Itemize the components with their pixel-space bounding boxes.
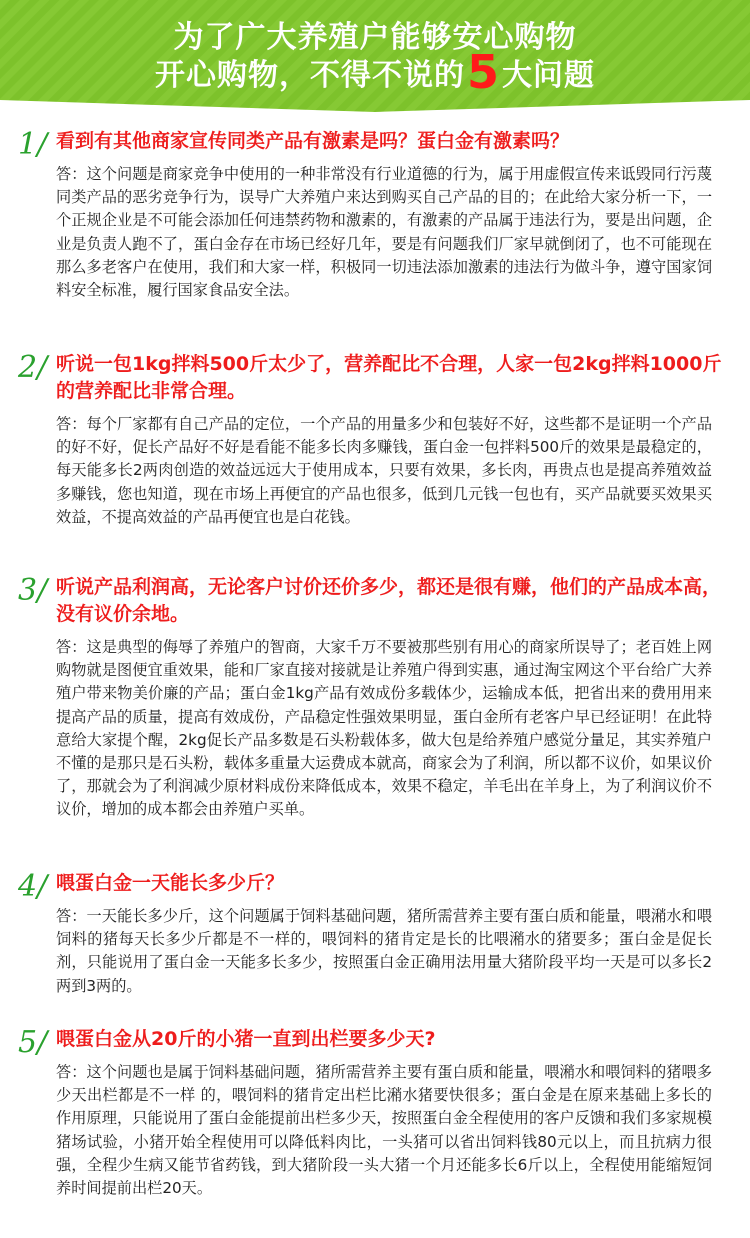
faq-question-row	[0, 351, 750, 405]
faq-question: 看到有其他商家宣传同类产品有激素是吗？蛋白金有激素吗？	[56, 130, 570, 152]
banner-title-line1: 为了广大养殖户能够安心购物	[173, 20, 577, 55]
faq-question-row	[0, 869, 750, 904]
faq-item-2	[0, 351, 750, 529]
banner-line2-suffix: 大问题	[502, 58, 595, 93]
faq-question: 听说一包1kg拌料500斤太少了，营养配比不合理，人家一包2kg拌料1000斤的营养配比非常合理。	[56, 353, 722, 402]
faq-item-1	[0, 128, 750, 302]
faq-number: 5/	[18, 1025, 48, 1060]
faq-question: 听说产品利润高，无论客户讨价还价多少，都还是很有赚，他们的产品成本高，没有议价余地。	[56, 576, 722, 625]
faq-number: 4/	[18, 869, 48, 904]
banner-big-number: 5	[466, 45, 500, 99]
faq-answer: 答：这个问题也是属于饲料基础问题，猪所需营养主要有蛋白质和能量，喂潲水和喂饲料的猪喂多少天出栏都是不一样 的，喂饲料的猪肯定出栏比潲水猪要快很多；蛋白金是在原来基础上多长的作用原理，只能说用了蛋白金能提前出栏多少天，按照蛋白金全程使用的客户反馈和我们多家规模猪场试验，小猪开始全程使用可以降低料肉比，一头猪可以省出饲料钱80元以上，而且抗病力很强，全程少生病又能节省药钱，到大猪阶段一头大猪一个月还能多长6斤以上，全程使用能缩短饲养时间提前出栏20天。	[56, 1063, 712, 1198]
header-banner	[0, 0, 750, 112]
faq-answer: 答：每个厂家都有自己产品的定位，一个产品的用量多少和包装好不好，这些都不是证明一个产品的好不好，促长产品好不好是看能不能多长肉多赚钱，蛋白金一包拌料500斤的效果是最稳定的，每天能多长2两肉创造的效益远远大于使用成本，只要有效果，多长肉，再贵点也是提高养殖效益多赚钱，您也知道，现在市场上再便宜的产品也很多，低到几元钱一包也有，买产品就要买效果买效益，不提高效益的产品再便宜也是白花钱。	[56, 415, 712, 526]
faq-item-5	[0, 1026, 750, 1200]
banner-line2-prefix: 开心购物，不得不说的	[154, 58, 465, 93]
faq-number: 3/	[18, 573, 48, 608]
faq-question: 喂蛋白金从20斤的小猪一直到出栏要多少天?	[56, 1028, 436, 1050]
faq-question-row	[0, 127, 750, 162]
faq-number: 2/	[18, 350, 48, 385]
faq-item-3	[0, 574, 750, 822]
faq-item-4	[0, 870, 750, 998]
faq-question-row	[0, 574, 750, 628]
faq-answer: 答：这是典型的侮辱了养殖户的智商，大家千万不要被那些别有用心的商家所误导了；老百姓上网购物就是图便宜重效果，能和厂家直接对接就是让养殖户得到实惠，通过淘宝网这个平台给广大养殖户带来物美价廉的产品；蛋白金1kg产品有效成份多载体少，运输成本低，把省出来的费用用来提高产品的质量，提高有效成份，产品稳定性强效果明显，蛋白金所有老客户早已经证明！在此特意给大家提个醒，2kg促长产品多数是石头粉载体多，做大包是给养殖户感觉分量足，其实养殖户不懂的是那只是石头粉，载体多重量大运费成本就高，商家会为了利润，所以都不议价，如果议价了，那就会为了利润减少原材料成份来降低成本，效果不稳定，羊毛出在羊身上，为了利润议价不议价，增加的成本都会由养殖户买单。	[56, 638, 712, 819]
faq-answer: 答：这个问题是商家竞争中使用的一种非常没有行业道德的行为，属于用虚假宣传来诋毁同行污蔑同类产品的恶劣竞争行为，误导广大养殖户来达到购买自己产品的目的；在此给大家分析一下，一个正规企业是不可能会添加任何违禁药物和激素的，有激素的产品属于违法行为，要是出问题，企业是负责人跑不了，蛋白金存在市场已经好几年，要是有问题我们厂家早就倒闭了，也不可能现在那么多老客户在使用，我们和大家一样，积极同一切违法添加激素的违法行为做斗争，遵守国家饲料安全标准，履行国家食品安全法。	[56, 165, 712, 300]
faq-number: 1/	[18, 127, 48, 162]
faq-question: 喂蛋白金一天能长多少斤？	[56, 872, 285, 894]
faq-question-row	[0, 1025, 750, 1060]
banner-title-line2	[0, 45, 750, 99]
faq-answer: 答：一天能长多少斤，这个问题属于饲料基础问题，猪所需营养主要有蛋白质和能量，喂潲水和喂饲料的猪每天长多少斤都是不一样的，喂饲料的猪肯定是长的比喂潲水的猪要多；蛋白金是促长剂，只能说用了蛋白金一天能多长多少，按照蛋白金正确用法用量大猪阶段平均一天是可以多长2两到3两的。	[56, 907, 712, 995]
